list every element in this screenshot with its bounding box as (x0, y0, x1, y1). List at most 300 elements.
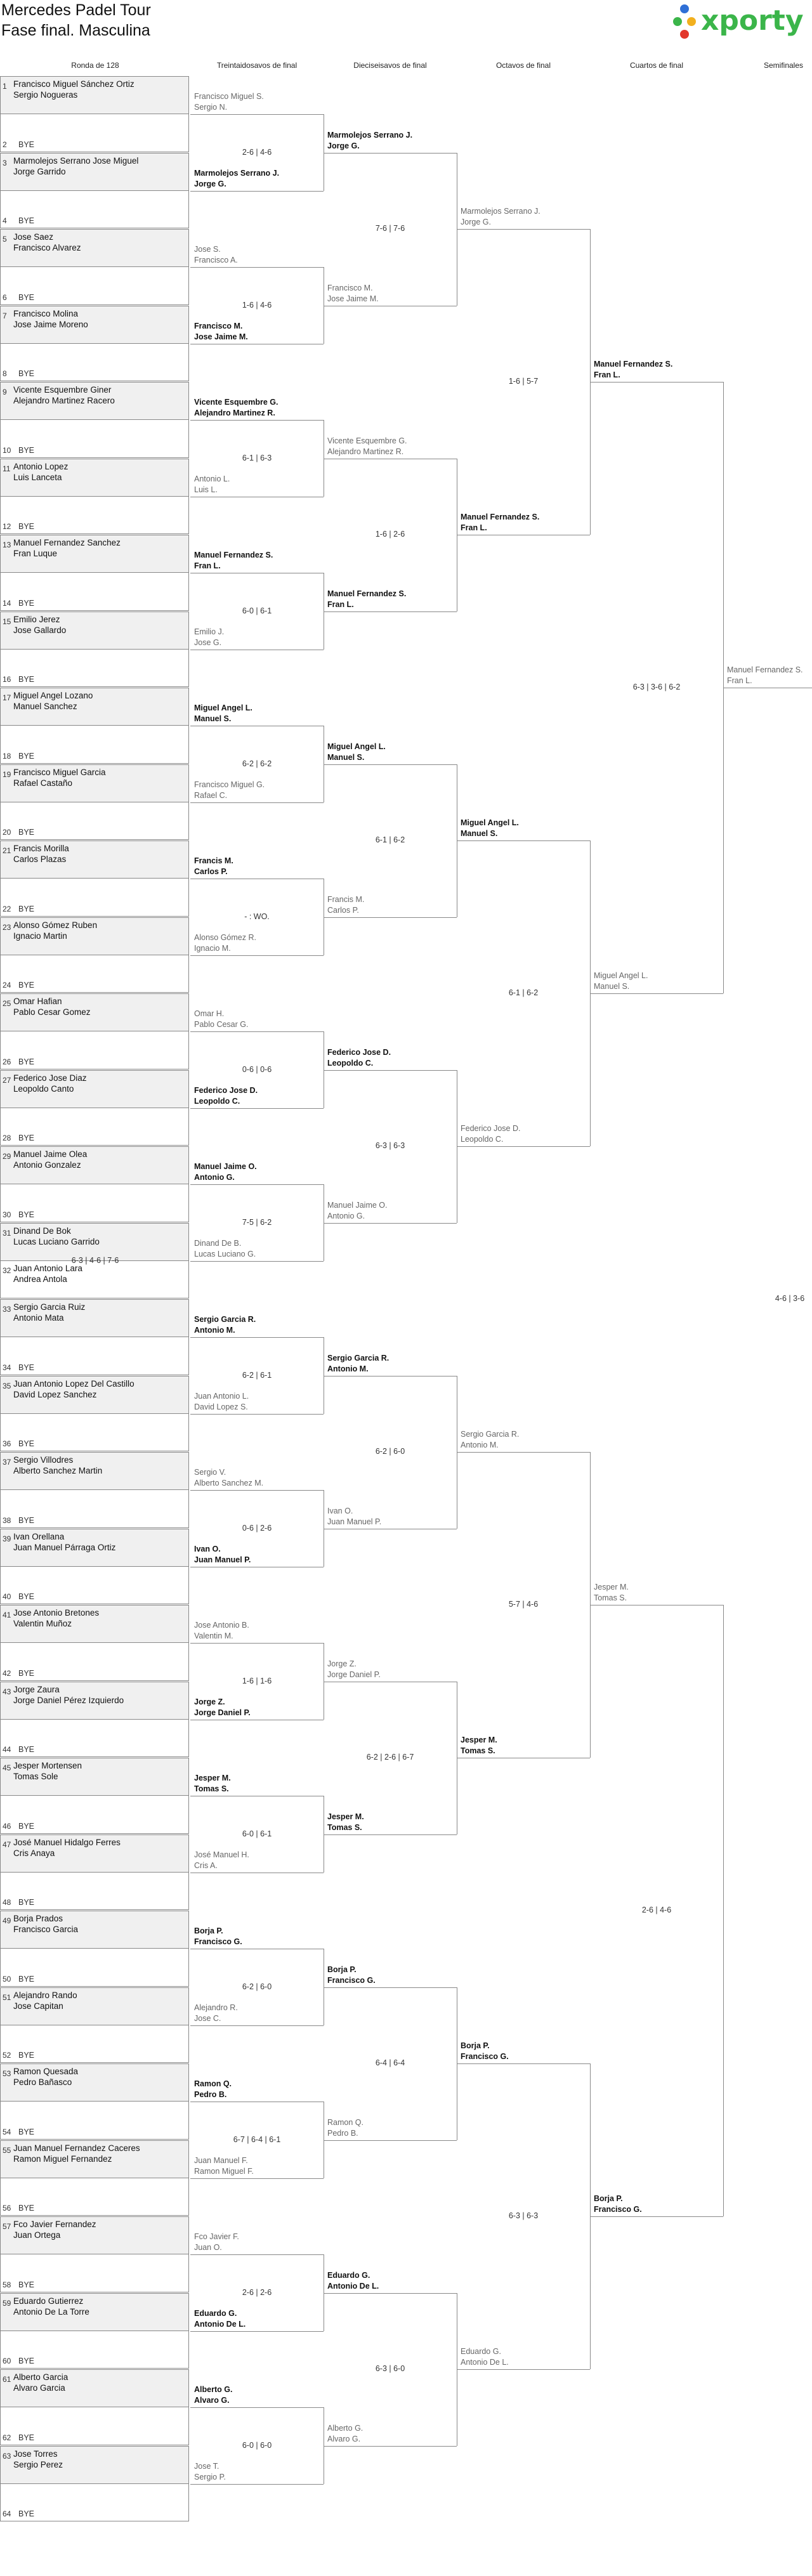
player-name: Jesper Mortensen (13, 1761, 82, 1770)
team-name: Alejandro R. (194, 2003, 238, 2012)
seed-number: 56 (3, 2204, 11, 2213)
bye-label: BYE (18, 216, 35, 225)
team-name: Antonio De L. (194, 2319, 246, 2329)
bracket-slot[interactable] (0, 420, 189, 457)
seed-number: 43 (3, 1687, 11, 1696)
team-name: Borja P. (194, 1926, 223, 1936)
xporty-logo[interactable] (669, 0, 812, 43)
player-name: Francisco Miguel Garcia (13, 767, 106, 777)
player-name: Jorge Zaura (13, 1684, 60, 1694)
bracket-connector (190, 2025, 324, 2026)
bye-label: BYE (18, 2433, 35, 2442)
team-name: Sergio Garcia R. (194, 1315, 256, 1324)
bye-label: BYE (18, 828, 35, 837)
team-name: Miguel Angel L. (327, 742, 386, 751)
match-score: 7-5 | 6-2 (242, 1217, 272, 1227)
team-name: Francisco G. (461, 2052, 509, 2061)
team-name: Valentin M. (194, 1631, 233, 1641)
seed-number: 19 (3, 769, 11, 779)
bracket-slot[interactable] (0, 1184, 189, 1222)
player-name: Alvaro Garcia (13, 2383, 65, 2393)
bracket-connector (324, 2293, 457, 2294)
match-score: 6-7 | 6-4 | 6-1 (233, 2135, 281, 2144)
match-score: 1-6 | 2-6 (375, 530, 405, 539)
team-name: Fco Javier F. (194, 2232, 239, 2242)
team-name: Lucas Luciano G. (194, 1249, 256, 1259)
team-name: Jorge Daniel P. (194, 1708, 251, 1717)
match-score: 6-2 | 2-6 | 6-7 (366, 1753, 414, 1762)
seed-number: 46 (3, 1821, 11, 1831)
bye-label: BYE (18, 2280, 35, 2289)
bracket-connector (324, 2140, 457, 2141)
team-name: Ignacio M. (194, 943, 231, 953)
team-name: Antonio M. (461, 1441, 499, 1449)
team-name: Fran L. (194, 561, 221, 571)
team-name: Carlos P. (327, 905, 359, 915)
team-name: Miguel Angel L. (594, 971, 648, 980)
bracket-slot[interactable] (0, 573, 189, 610)
bracket-connector (457, 2063, 590, 2064)
bye-label: BYE (18, 1057, 35, 1066)
match-score: 6-0 | 6-1 (242, 1829, 272, 1838)
team-name: Manuel Jaime O. (327, 1200, 388, 1210)
bracket-slot[interactable] (0, 306, 189, 344)
bracket-slot[interactable] (0, 1834, 189, 1873)
team-name: Francisco G. (594, 2205, 642, 2214)
team-name: Fran L. (461, 523, 487, 532)
player-name: Sergio Villodres (13, 1455, 74, 1465)
team-name: Antonio M. (194, 1326, 235, 1335)
player-name: Marmolejos Serrano Jose Miguel (13, 155, 139, 166)
team-name: Francisco G. (327, 1975, 376, 1985)
bye-label: BYE (18, 522, 35, 531)
team-name: Fran L. (327, 599, 354, 609)
bye-label: BYE (18, 1821, 35, 1831)
match-score: 1-6 | 4-6 (242, 300, 272, 310)
player-name: Emilio Jerez (13, 614, 60, 624)
player-name: Francisco Alvarez (13, 243, 81, 252)
seed-number: 50 (3, 1974, 11, 1984)
bracket-connector (324, 1223, 457, 1224)
bracket-slot[interactable] (0, 879, 189, 916)
bracket-slot[interactable] (0, 153, 189, 191)
bye-label: BYE (18, 1592, 35, 1601)
team-name: Antonio G. (194, 1173, 235, 1182)
bracket-slot[interactable] (0, 802, 189, 840)
team-name: Alberto G. (327, 2423, 363, 2433)
bracket-slot[interactable] (0, 1108, 189, 1146)
team-name: Dinand De B. (194, 1238, 242, 1248)
bracket-connector (190, 1337, 324, 1338)
player-name: Alejandro Martinez Racero (13, 396, 115, 405)
player-name: Jose Antonio Bretones (13, 1608, 100, 1618)
seed-number: 18 (3, 751, 11, 761)
team-name: Luis L. (194, 485, 218, 494)
match-score: 7-6 | 7-6 (375, 224, 405, 233)
seed-number: 15 (3, 617, 11, 626)
bye-label: BYE (18, 675, 35, 684)
seed-number: 38 (3, 1515, 11, 1525)
team-name: Jose Jaime M. (327, 294, 379, 303)
bracket-connector (324, 153, 457, 154)
bracket-slot[interactable] (0, 2331, 189, 2369)
bracket-slot[interactable] (0, 2102, 189, 2139)
team-name: Fran L. (594, 370, 620, 379)
team-name: Eduardo G. (461, 2347, 501, 2356)
player-name: Sergio Perez (13, 2459, 63, 2469)
seed-number: 35 (3, 1381, 11, 1390)
round-header: Semifinales (763, 61, 804, 70)
bracket-slot[interactable] (0, 1452, 189, 1490)
team-name: Leopoldo C. (461, 1135, 504, 1144)
bracket-connector (190, 420, 324, 421)
team-name: Tomas S. (461, 1746, 495, 1755)
seed-number: 44 (3, 1745, 11, 1754)
player-name: Luis Lanceta (13, 472, 62, 482)
bracket-slot[interactable] (0, 1605, 189, 1643)
bracket-slot[interactable] (0, 2178, 189, 2216)
seed-number: 37 (3, 1458, 11, 1467)
seed-number: 9 (3, 388, 7, 396)
team-name: Juan Manuel F. (194, 2155, 248, 2165)
seed-number: 57 (3, 2222, 11, 2231)
match-score: 6-3 | 6-3 (508, 2211, 539, 2220)
seed-number: 51 (3, 1992, 11, 2002)
team-name: Ramon Q. (194, 2079, 232, 2089)
match-score: 0-6 | 0-6 (242, 1064, 272, 1074)
logo-dot-icon (673, 17, 682, 26)
bracket-slot[interactable] (0, 229, 189, 267)
bracket-slot[interactable] (0, 1223, 189, 1261)
bye-label: BYE (18, 2509, 35, 2518)
seed-number: 8 (3, 369, 7, 378)
bracket-slot[interactable] (0, 1987, 189, 2025)
bracket-connector (457, 1146, 590, 1147)
bracket-slot[interactable] (0, 535, 189, 573)
seed-number: 7 (3, 311, 7, 320)
bracket-slot[interactable] (0, 726, 189, 763)
player-name: Juan Manuel Párraga Ortiz (13, 1542, 116, 1552)
team-name: Francis M. (327, 894, 365, 904)
team-name: Jesper M. (327, 1812, 364, 1821)
team-name: Francisco Miguel G. (194, 780, 265, 789)
seed-number: 24 (3, 981, 11, 990)
seed-number: 34 (3, 1363, 11, 1372)
team-name: Jorge G. (461, 218, 491, 226)
bracket-slot[interactable] (0, 688, 189, 726)
bracket-slot[interactable] (0, 2025, 189, 2063)
team-name: Marmolejos Serrano J. (461, 207, 540, 216)
team-name: Marmolejos Serrano J. (194, 168, 280, 178)
seed-number: 26 (3, 1057, 11, 1066)
player-name: Fran Luque (13, 549, 58, 558)
team-name: Sergio P. (194, 2472, 226, 2481)
bye-label: BYE (18, 751, 35, 761)
player-name: Ignacio Martin (13, 931, 67, 941)
player-name: Pedro Bañasco (13, 2077, 72, 2087)
seed-number: 4 (3, 216, 7, 225)
logo-dot-icon (687, 17, 696, 26)
bracket-slot[interactable] (0, 1682, 189, 1720)
bye-label: BYE (18, 1439, 35, 1448)
match-score: 0-6 | 2-6 (242, 1523, 272, 1533)
team-name: Francisco A. (194, 256, 238, 265)
seed-number: 62 (3, 2433, 11, 2442)
bracket-slot[interactable] (0, 1031, 189, 1069)
team-name: Jose T. (194, 2461, 219, 2471)
bracket-slot[interactable] (0, 1261, 189, 1298)
bracket-slot[interactable] (0, 993, 189, 1031)
bracket-slot[interactable] (0, 840, 189, 879)
team-name: Federico Jose D. (461, 1124, 521, 1133)
bracket-slot[interactable] (0, 2140, 189, 2178)
seed-number: 55 (3, 2145, 11, 2155)
bracket-slot[interactable] (0, 1070, 189, 1108)
bracket-connector (457, 1452, 590, 1453)
bye-label: BYE (18, 1210, 35, 1219)
team-name: Jorge G. (327, 141, 360, 150)
bracket-slot[interactable] (0, 1873, 189, 1910)
seed-number: 33 (3, 1305, 11, 1314)
bracket-connector (190, 1184, 324, 1185)
player-name: Manuel Sanchez (13, 702, 77, 711)
bracket-slot[interactable] (0, 917, 189, 955)
match-score: 5-7 | 4-6 (508, 1600, 539, 1609)
bracket-connector (590, 2216, 723, 2217)
player-name: Jorge Garrido (13, 166, 66, 176)
bracket-slot[interactable] (0, 1758, 189, 1796)
bracket-slot[interactable] (0, 1911, 189, 1949)
team-name: Carlos P. (194, 867, 228, 877)
team-name: Alvaro G. (327, 2434, 361, 2443)
team-name: Manuel S. (594, 982, 630, 991)
bracket-connector (324, 1834, 457, 1835)
team-name: Cris A. (194, 1860, 218, 1870)
page-subtitle: Fase final. Masculina (1, 22, 150, 39)
bracket-slot[interactable] (0, 1299, 189, 1337)
team-name: Leopoldo C. (327, 1058, 374, 1068)
bracket-slot[interactable] (0, 191, 189, 228)
team-name: Jose Antonio B. (194, 1621, 249, 1630)
team-name: Juan Manuel P. (327, 1517, 382, 1526)
player-name: Dinand De Bok (13, 1226, 71, 1236)
round-header: Dieciseisavos de final (353, 61, 427, 70)
team-name: Juan O. (194, 2243, 222, 2252)
team-name: Marmolejos Serrano J. (327, 130, 413, 140)
team-name: Jose S. (194, 245, 221, 254)
team-name: Jesper M. (461, 1736, 497, 1744)
bracket-connector (190, 2254, 324, 2255)
bracket-slot[interactable] (0, 1376, 189, 1414)
seed-number: 22 (3, 904, 11, 913)
bracket-slot[interactable] (0, 2063, 189, 2102)
team-name: Borja P. (461, 2041, 490, 2050)
logo-text: xporty (701, 4, 804, 37)
player-name: Borja Prados (13, 1914, 63, 1923)
player-name: Manuel Fernandez Sanchez (13, 538, 121, 547)
team-name: Alberto Sanchez M. (194, 1479, 264, 1488)
bracket-slot[interactable] (0, 1949, 189, 1986)
bracket-slot[interactable] (0, 114, 189, 152)
bracket-slot[interactable] (0, 76, 189, 114)
bracket-slot[interactable] (0, 1567, 189, 1604)
match-score: 6-2 | 6-1 (242, 1370, 272, 1380)
round-header: Cuartos de final (629, 61, 684, 70)
team-name: Federico Jose D. (194, 1085, 258, 1095)
player-name: Valentin Muñoz (13, 1619, 72, 1628)
bracket-slot[interactable] (0, 650, 189, 687)
bracket-slot[interactable] (0, 2216, 189, 2254)
team-name: Jesper M. (594, 1583, 629, 1592)
bracket-slot[interactable] (0, 1796, 189, 1833)
player-name: Federico Jose Diaz (13, 1073, 87, 1083)
seed-number: 48 (3, 1898, 11, 1907)
team-name: José Manuel H. (194, 1850, 249, 1859)
seed-number: 6 (3, 292, 7, 302)
team-name: Miguel Angel L. (461, 818, 519, 827)
bracket-slot[interactable] (0, 2293, 189, 2331)
player-name: Fco Javier Fernandez (13, 2220, 96, 2229)
seed-number: 11 (3, 464, 11, 473)
match-score: 1-6 | 5-7 (508, 377, 539, 386)
seed-number: 49 (3, 1916, 11, 1925)
player-name: Eduardo Gutierrez (13, 2296, 84, 2306)
player-name: Juan Antonio Lopez Del Castillo (13, 1378, 134, 1389)
bracket-slot[interactable] (0, 2484, 189, 2521)
bracket-slot[interactable] (0, 1146, 189, 1184)
bracket-connector (590, 993, 723, 994)
team-name: Manuel Fernandez S. (327, 589, 407, 598)
team-name: Jorge G. (194, 179, 226, 188)
team-name: Alejandro Martinez R. (327, 447, 404, 456)
match-score: 1-6 | 1-6 (242, 1676, 272, 1685)
player-name: Ramon Miguel Fernandez (13, 2154, 112, 2164)
team-name: Sergio Garcia R. (461, 1430, 520, 1439)
bracket-slot[interactable] (0, 382, 189, 420)
bracket-slot[interactable] (0, 764, 189, 802)
match-score: 6-3 | 6-0 (375, 2364, 405, 2373)
player-name: Alejandro Rando (13, 1990, 77, 2000)
logo-dot-icon (680, 30, 689, 39)
bracket-slot[interactable] (0, 1720, 189, 1757)
bracket-slot[interactable] (0, 955, 189, 993)
bracket-connector (190, 1490, 324, 1491)
team-name: Sergio N. (194, 103, 228, 112)
match-score: 6-2 | 6-0 (242, 1982, 272, 1991)
team-name: Jorge Daniel P. (327, 1670, 381, 1679)
bye-label: BYE (18, 1974, 35, 1984)
bracket-slot[interactable] (0, 344, 189, 381)
bracket-slot[interactable] (0, 459, 189, 497)
player-name: Jose Saez (13, 232, 54, 242)
player-name: Vicente Esquembre Giner (13, 385, 112, 395)
team-name: Federico Jose D. (327, 1047, 391, 1057)
bracket-slot[interactable] (0, 2407, 189, 2445)
team-name: Pedro B. (194, 2090, 227, 2100)
bye-label: BYE (18, 598, 35, 608)
bracket-slot[interactable] (0, 1490, 189, 1527)
round-header: Ronda de 128 (71, 61, 119, 70)
bracket-connector (190, 191, 324, 192)
seed-number: 3 (3, 158, 7, 167)
team-name: Francisco M. (194, 321, 243, 330)
team-name: Manuel Fernandez S. (594, 360, 673, 369)
seed-number: 40 (3, 1592, 11, 1601)
player-name: Lucas Luciano Garrido (13, 1236, 100, 1246)
bracket-slot[interactable] (0, 2369, 189, 2407)
seed-number: 58 (3, 2280, 11, 2289)
bracket-slot[interactable] (0, 2446, 189, 2484)
bracket-slot[interactable] (0, 1414, 189, 1451)
bracket-slot[interactable] (0, 2254, 189, 2292)
team-name: Ivan O. (194, 1544, 221, 1553)
match-score: 4-6 | 3-6 (775, 1294, 805, 1303)
player-name: Juan Manuel Fernandez Caceres (13, 2143, 140, 2153)
round-header: Octavos de final (495, 61, 551, 70)
team-name: Antonio L. (194, 474, 230, 483)
seed-number: 14 (3, 598, 11, 608)
seed-number: 31 (3, 1228, 11, 1238)
player-name: David Lopez Sanchez (13, 1389, 97, 1399)
player-name: Alonso Gómez Ruben (13, 920, 98, 930)
seed-number: 10 (3, 445, 11, 455)
team-name: Omar H. (194, 1009, 225, 1019)
team-name: Jose G. (194, 637, 222, 647)
bracket-connector (457, 840, 590, 841)
bye-label: BYE (18, 1745, 35, 1754)
seed-number: 16 (3, 675, 11, 684)
team-name: Ramon Q. (327, 2117, 363, 2127)
bracket-slot[interactable] (0, 1643, 189, 1680)
bracket-slot[interactable] (0, 611, 189, 650)
bracket-slot[interactable] (0, 1529, 189, 1567)
bracket-connector (190, 1643, 324, 1644)
player-name: Jorge Daniel Pérez Izquierdo (13, 1695, 124, 1705)
match-score: 6-0 | 6-0 (242, 2440, 272, 2450)
bracket-slot[interactable] (0, 497, 189, 534)
match-score: 6-3 | 3-6 | 6-2 (632, 683, 681, 691)
bracket-connector (190, 1414, 324, 1415)
match-score: 6-1 | 6-3 (242, 453, 272, 462)
player-name: Omar Hafian (13, 997, 62, 1006)
team-name: Manuel S. (194, 714, 232, 724)
bracket-connector (190, 802, 324, 803)
seed-number: 36 (3, 1439, 11, 1448)
bye-label: BYE (18, 140, 35, 149)
bracket-connector (190, 1261, 324, 1262)
bye-label: BYE (18, 904, 35, 913)
team-name: Alvaro G. (194, 2396, 230, 2405)
match-score: 2-6 | 4-6 (242, 147, 272, 157)
team-name: Jose C. (194, 2013, 221, 2023)
bracket-connector (324, 1987, 457, 1988)
bye-label: BYE (18, 2204, 35, 2213)
player-name: Francis Morilla (13, 844, 69, 853)
seed-number: 29 (3, 1152, 11, 1161)
bracket-connector (324, 917, 457, 918)
bracket-slot[interactable] (0, 1337, 189, 1375)
bracket-slot[interactable] (0, 267, 189, 304)
bracket-connector (190, 2331, 324, 2332)
player-name: Ivan Orellana (13, 1531, 65, 1541)
team-name: Miguel Angel L. (194, 703, 252, 713)
team-name: Manuel Fernandez S. (194, 551, 273, 560)
team-name: Antonio M. (327, 1364, 369, 1373)
bracket-connector (190, 267, 324, 268)
team-name: Sergio V. (194, 1468, 226, 1477)
bracket-connector (723, 1605, 724, 2216)
player-name: Manuel Jaime Olea (13, 1149, 88, 1159)
